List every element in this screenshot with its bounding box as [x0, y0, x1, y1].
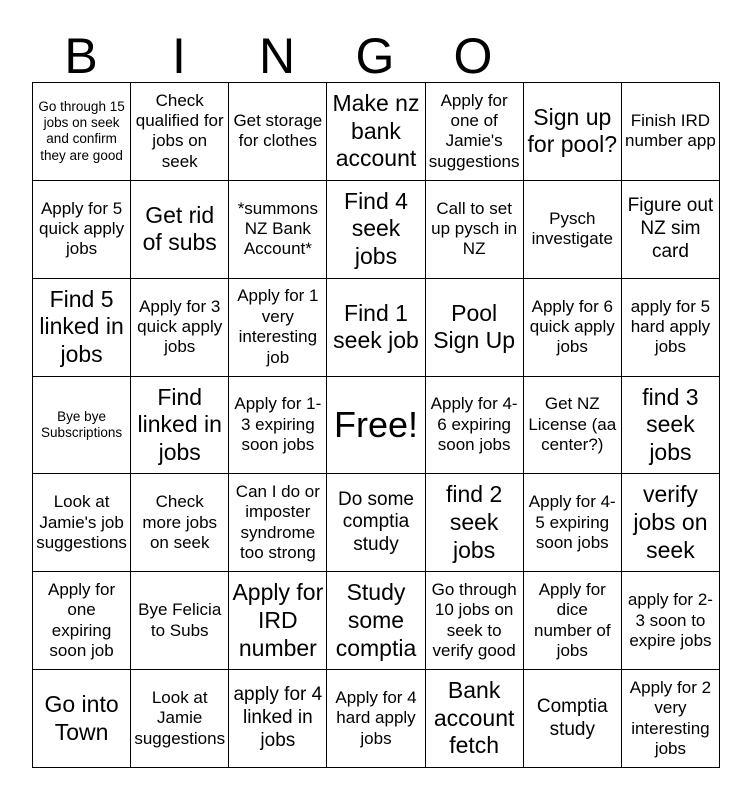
bingo-cell[interactable]: Get NZ License (aa center?) — [524, 377, 622, 475]
title-letter-i: I — [172, 28, 186, 84]
bingo-cell[interactable]: find 2 seek jobs — [426, 474, 524, 572]
bingo-cell[interactable]: apply for 2-3 soon to expire jobs — [622, 572, 720, 670]
bingo-cell[interactable]: Find 1 seek job — [327, 279, 425, 377]
bingo-cell[interactable]: Go into Town — [33, 670, 131, 768]
bingo-cell[interactable]: Apply for 2 very interesting jobs — [622, 670, 720, 768]
bingo-cell[interactable]: apply for 4 linked in jobs — [229, 670, 327, 768]
bingo-cell[interactable]: Sign up for pool? — [524, 83, 622, 181]
bingo-cell[interactable]: Apply for 4 hard apply jobs — [327, 670, 425, 768]
bingo-cell[interactable]: Apply for dice number of jobs — [524, 572, 622, 670]
bingo-cell[interactable]: Do some comptia study — [327, 474, 425, 572]
bingo-board — [32, 82, 720, 768]
bingo-cell[interactable]: Apply for one expiring soon job — [33, 572, 131, 670]
bingo-cell[interactable]: Pool Sign Up — [426, 279, 524, 377]
bingo-cell[interactable]: Pysch investigate — [524, 181, 622, 279]
bingo-cell[interactable]: Get rid of subs — [131, 181, 229, 279]
title-letter-n: N — [258, 28, 296, 84]
bingo-cell[interactable]: Apply for 1 very interesting job — [229, 279, 327, 377]
bingo-cell[interactable]: Apply for 5 quick apply jobs — [33, 181, 131, 279]
bingo-cell[interactable]: Apply for 4-5 expiring soon jobs — [524, 474, 622, 572]
bingo-cell[interactable]: *summons NZ Bank Account* — [229, 181, 327, 279]
bingo-cell[interactable]: find 3 seek jobs — [622, 377, 720, 475]
bingo-cell[interactable]: verify jobs on seek — [622, 474, 720, 572]
bingo-cell[interactable]: Bank account fetch — [426, 670, 524, 768]
bingo-cell[interactable]: Find 4 seek jobs — [327, 181, 425, 279]
bingo-cell[interactable]: Find 5 linked in jobs — [33, 279, 131, 377]
bingo-cell[interactable]: Bye Felicia to Subs — [131, 572, 229, 670]
bingo-cell[interactable]: Check more jobs on seek — [131, 474, 229, 572]
bingo-cell[interactable]: Look at Jamie's job suggestions — [33, 474, 131, 572]
bingo-cell[interactable]: Finish IRD number app — [622, 83, 720, 181]
bingo-cell[interactable]: Comptia study — [524, 670, 622, 768]
bingo-cell[interactable]: Make nz bank account — [327, 83, 425, 181]
bingo-cell[interactable]: Call to set up pysch in NZ — [426, 181, 524, 279]
bingo-cell[interactable]: Apply for one of Jamie's suggestions — [426, 83, 524, 181]
bingo-cell[interactable]: Apply for 3 quick apply jobs — [131, 279, 229, 377]
bingo-cell[interactable]: Get storage for clothes — [229, 83, 327, 181]
bingo-cell[interactable]: Apply for 4-6 expiring soon jobs — [426, 377, 524, 475]
bingo-cell[interactable]: Can I do or imposter syndrome too strong — [229, 474, 327, 572]
bingo-cell[interactable]: Apply for 6 quick apply jobs — [524, 279, 622, 377]
bingo-cell[interactable]: Figure out NZ sim card — [622, 181, 720, 279]
bingo-cell[interactable]: apply for 5 hard apply jobs — [622, 279, 720, 377]
title-letter-b: B — [64, 28, 98, 84]
free-space-cell[interactable]: Free! — [327, 377, 425, 475]
bingo-cell[interactable]: Bye bye Subscriptions — [33, 377, 131, 475]
bingo-cell[interactable]: Apply for 1-3 expiring soon jobs — [229, 377, 327, 475]
bingo-cell[interactable]: Apply for IRD number — [229, 572, 327, 670]
bingo-cell[interactable]: Go through 10 jobs on seek to verify good — [426, 572, 524, 670]
bingo-cell[interactable]: Look at Jamie suggestions — [131, 670, 229, 768]
bingo-title — [32, 28, 720, 84]
bingo-cell[interactable]: Check qualified for jobs on seek — [131, 83, 229, 181]
bingo-cell[interactable]: Find linked in jobs — [131, 377, 229, 475]
bingo-cell[interactable]: Study some comptia — [327, 572, 425, 670]
title-letter-o: O — [453, 28, 493, 84]
bingo-cell[interactable]: Go through 15 jobs on seek and confirm they are good — [33, 83, 131, 181]
title-letter-g: G — [355, 28, 395, 84]
